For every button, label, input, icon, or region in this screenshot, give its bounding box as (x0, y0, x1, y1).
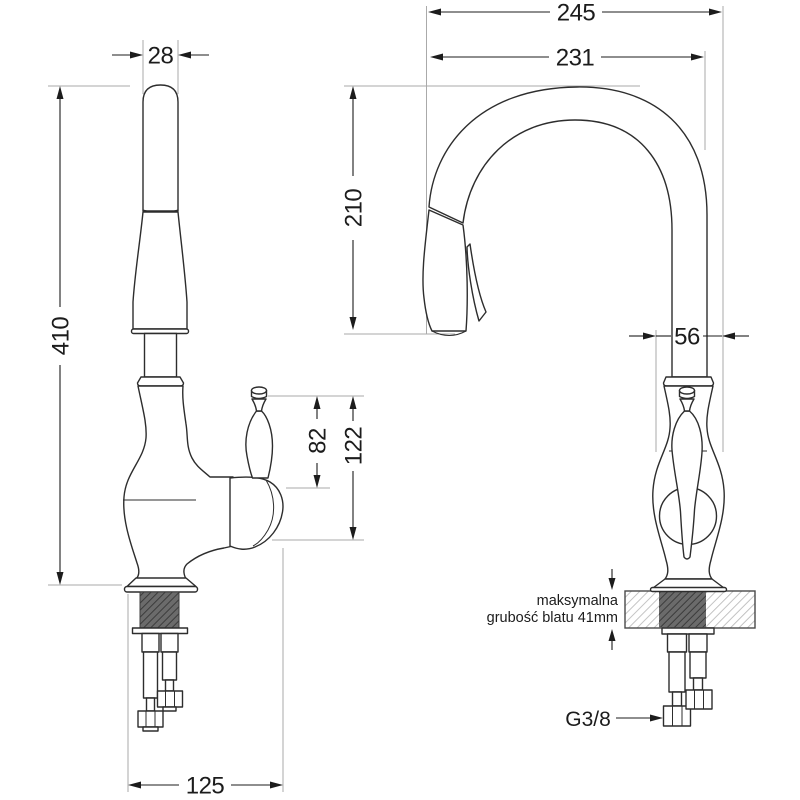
front-undercounter-hardware (662, 628, 714, 726)
counter-note-line1: maksymalna (536, 593, 618, 609)
side-mount-washer (133, 628, 188, 634)
counter-note-line2: grubość blatu 41mm (486, 610, 618, 626)
dim-body-width: 56 (674, 323, 700, 351)
front-gooseneck-spout (429, 87, 707, 377)
front-collar (664, 377, 714, 386)
side-threaded-stud (140, 592, 179, 628)
dim-total-height: 410 (47, 316, 75, 356)
side-body (124, 386, 233, 579)
text-annotations (487, 593, 619, 731)
dim-total-reach: 245 (556, 0, 596, 27)
faucet-side-view (123, 85, 283, 731)
side-neck (145, 334, 177, 378)
side-spout-taper (133, 212, 187, 329)
dim-spout-reach: 231 (555, 44, 595, 72)
dim-base-footprint: 125 (185, 772, 225, 800)
side-valve-cap (230, 477, 283, 549)
side-lever-handle (246, 387, 273, 478)
front-spray-head (423, 210, 467, 331)
front-base-plate (651, 588, 727, 592)
front-spray-trigger (467, 244, 486, 321)
side-base-plate (125, 587, 198, 593)
thread-size-label: G3/8 (565, 708, 611, 731)
faucet-front-view (423, 87, 727, 726)
dim-head-assembly-height: 122 (340, 426, 368, 466)
side-supply-hoses (138, 634, 183, 732)
counter-cross-section (625, 591, 755, 628)
counter-thread-through (659, 592, 706, 628)
front-base-flange (653, 579, 724, 588)
dim-lever-height: 82 (304, 428, 332, 454)
dim-spout-height: 210 (340, 188, 368, 228)
dim-spout-top-width: 28 (147, 42, 174, 70)
side-base-flange (127, 578, 196, 587)
front-mount-washer (662, 628, 714, 634)
side-spout-tube (143, 85, 178, 211)
side-collar (138, 377, 184, 386)
